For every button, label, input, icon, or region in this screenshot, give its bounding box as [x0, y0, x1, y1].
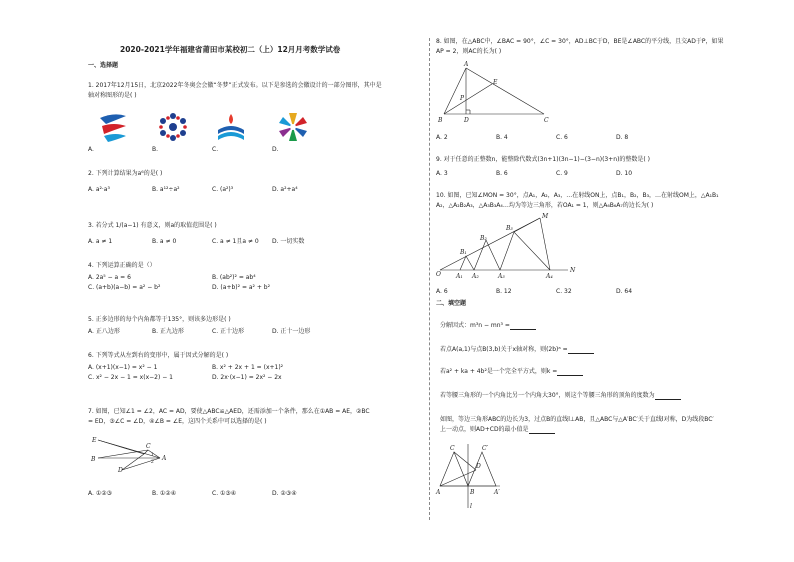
q1-option-a[interactable]: A. — [88, 146, 94, 153]
q8-label-p: P — [460, 95, 465, 102]
q10-stem-line1: 10. 如图，已知∠MON = 30°，点A₁，A₂，A₃，…在射线ON上，点B₁，B₂，B₃，…在射线OM上，△A₁B₁ — [436, 192, 719, 199]
q5-stem: 5. 正多边形的每个内角都等于135°，则该多边形是( ) — [88, 316, 231, 323]
q4-option-c[interactable]: C. (a+b)(a−b) = a² − b² — [88, 284, 161, 291]
fill1-text: 分解因式：m³n − mn³ = — [440, 322, 510, 329]
q6-option-b[interactable]: B. x² + 2x + 1 = (x+1)² — [212, 364, 284, 371]
q10-option-c[interactable]: C. 32 — [556, 288, 572, 295]
q3-option-c[interactable]: C. a ≠ 1且a ≠ 0 — [212, 238, 259, 245]
fill5-text: 上一动点，则AD+CD的最小值是 — [440, 426, 529, 433]
q8-label-b: B — [438, 117, 443, 124]
q7-option-a[interactable]: A. ①②③ — [88, 490, 112, 497]
q10-label-a1: A₁ — [456, 273, 463, 280]
fill2-row — [440, 346, 594, 354]
q10-option-d[interactable]: D. 64 — [616, 288, 633, 295]
fill1-blank[interactable] — [510, 323, 536, 330]
q10-label-a4: A₄ — [546, 273, 553, 280]
q1-stem-line1: 1. 2017年12月15日，北京2022年冬奥会会徽“冬梦”正式发布。以下是参选的会徽设计的一部分图形，其中是 — [88, 82, 382, 89]
q8-label-a: A — [464, 61, 469, 68]
column-divider — [429, 38, 430, 520]
q7-label-a: A — [162, 455, 167, 462]
fill5-stem-line1: 如图，等边三角形ABC的边长为3，过点B的直线l⊥AB，且△ABC与△A′BC′关于直线l对称，D为线段BC′ — [440, 416, 714, 423]
fill5-label-c-prime: C′ — [482, 445, 488, 452]
q5-option-d[interactable]: D. 正十一边形 — [272, 328, 311, 335]
q4-option-d[interactable]: D. (a+b)² = a² + b² — [212, 284, 271, 291]
q6-stem: 6. 下列等式从左到右的变形中，属于因式分解的是( ) — [88, 352, 229, 359]
q10-option-b[interactable]: B. 12 — [496, 288, 512, 295]
q9-option-b[interactable]: B. 6 — [496, 170, 508, 177]
fill2-text: 若点A(a,1)与点B(3,b)关于x轴对称，则(2b)ᵃ = — [440, 346, 568, 353]
fill3-row — [440, 368, 583, 376]
fill5-label-a-prime: A′ — [494, 489, 500, 496]
fill2-blank[interactable] — [568, 347, 594, 354]
q6-option-a[interactable]: A. (x+1)(x−1) = x² − 1 — [88, 364, 158, 371]
q10-stem-line2: A₂，△A₂B₂A₃，△A₃B₃A₄…均为等边三角形，若OA₁ = 1，则△A₆B₆A₇的边长为( ) — [436, 202, 654, 209]
fill3-blank[interactable] — [557, 369, 583, 376]
q8-option-d[interactable]: D. 8 — [616, 134, 629, 141]
fill4-row — [440, 392, 681, 400]
q10-figure — [436, 214, 576, 282]
fill5-label-b: B — [470, 489, 475, 496]
logo-d-petals — [276, 110, 310, 144]
q2-option-d[interactable]: D. a²+a⁴ — [272, 186, 298, 193]
fill4-text: 若等腰三角形的一个内角比另一个内角大30°，则这个等腰三角形的顶角的度数为 — [440, 392, 655, 399]
q8-stem-line2: AP = 2，则AC的长为( ) — [436, 48, 502, 55]
q5-option-a[interactable]: A. 正八边形 — [88, 328, 120, 335]
q8-label-e: E — [493, 79, 498, 86]
fill5-label-a: A — [436, 489, 441, 496]
q9-option-a[interactable]: A. 3 — [436, 170, 448, 177]
q2-option-c[interactable]: C. (a²)³ — [212, 186, 234, 193]
q7-option-c[interactable]: C. ①③④ — [212, 490, 237, 497]
fill5-label-l: l — [470, 503, 472, 510]
logo-a-ribbon — [96, 110, 130, 144]
q8-option-a[interactable]: A. 2 — [436, 134, 448, 141]
q10-option-a[interactable]: A. 6 — [436, 288, 448, 295]
section-heading-fill: 二、填空题 — [436, 300, 467, 307]
q7-label-angle1: 1 — [151, 453, 154, 458]
q7-stem-line2: = ED，③∠C = ∠D，④∠B = ∠E，这四个关系中可以选择的是( ) — [88, 418, 267, 425]
q7-figure — [88, 436, 178, 472]
q10-label-m: M — [542, 213, 549, 220]
q5-option-b[interactable]: B. 正九边形 — [152, 328, 184, 335]
q8-option-c[interactable]: C. 6 — [556, 134, 568, 141]
q8-option-b[interactable]: B. 4 — [496, 134, 508, 141]
q7-label-b: B — [91, 456, 96, 463]
q3-option-d[interactable]: D. 一切实数 — [272, 238, 305, 245]
q10-label-n: N — [570, 267, 576, 274]
fill5-label-c: C — [450, 445, 455, 452]
q7-option-b[interactable]: B. ①②④ — [152, 490, 177, 497]
q4-option-a[interactable]: A. 2a⁵ − a = 6 — [88, 274, 131, 281]
q10-label-b2: B₂ — [480, 235, 487, 242]
q9-option-d[interactable]: D. 10 — [616, 170, 633, 177]
q8-figure — [436, 62, 556, 124]
fill5-blank[interactable] — [529, 427, 555, 434]
q8-label-c: C — [544, 117, 549, 124]
q2-option-a[interactable]: A. a²·a³ — [88, 186, 110, 193]
q5-option-c[interactable]: C. 正十边形 — [212, 328, 245, 335]
q1-stem-line2: 轴对称图形的是( ) — [88, 92, 137, 99]
page-title: 2020-2021学年福建省莆田市某校初二（上）12月月考数学试卷 — [120, 45, 341, 54]
q6-option-d[interactable]: D. 2x·(x−1) = 2x² − 2x — [212, 374, 282, 381]
q2-stem: 2. 下列计算结果为a⁶的是( ) — [88, 170, 163, 177]
q7-label-angle2: 2 — [151, 460, 154, 465]
q3-option-b[interactable]: B. a ≠ 0 — [152, 238, 177, 245]
q7-label-e: E — [92, 437, 97, 444]
logo-c-flame — [214, 110, 248, 144]
q4-option-b[interactable]: B. (ab²)² = ab⁴ — [212, 274, 256, 281]
q3-option-a[interactable]: A. a ≠ 1 — [88, 238, 113, 245]
q10-label-b3: B₃ — [506, 225, 513, 232]
logo-b-snowflake — [156, 110, 190, 144]
q10-label-a3: A₃ — [498, 273, 505, 280]
fill5-figure — [436, 442, 516, 510]
q1-option-c[interactable]: C. — [212, 146, 219, 153]
q10-label-o: O — [436, 271, 441, 278]
q1-option-b[interactable]: B. — [152, 146, 159, 153]
q10-label-b1: B₁ — [460, 249, 467, 256]
q1-option-d[interactable]: D. — [272, 146, 279, 153]
q9-stem: 9. 对于任意的正整数n，能整除代数式(3n+1)(3n−1)−(3−n)(3+n)的整数是( ) — [436, 156, 651, 163]
q7-label-d: D — [118, 467, 123, 474]
q7-option-d[interactable]: D. ②③④ — [272, 490, 297, 497]
q8-stem-line1: 8. 如图，在△ABC中，∠BAC = 90°，∠C = 30°，AD⊥BC于D，BE是∠ABC的平分线，且交AD于P，如果 — [436, 38, 724, 45]
q7-stem-line1: 7. 如图，已知∠1 = ∠2，AC = AD，要使△ABC≌△AED，还需添加一个条件，那么在①AB = AE，②BC — [88, 408, 370, 415]
q7-label-c: C — [146, 443, 151, 450]
q6-option-c[interactable]: C. x² − 2x − 1 = x(x−2) − 1 — [88, 374, 173, 381]
section-heading-choice: 一、选择题 — [88, 62, 119, 69]
q8-label-d: D — [464, 117, 469, 124]
fill3-text: 若a² + ka + 4b²是一个完全平方式，则k = — [440, 368, 558, 375]
q9-option-c[interactable]: C. 9 — [556, 170, 568, 177]
q3-stem: 3. 若分式 1/(a−1) 有意义，则a的取值范围是( ) — [88, 222, 217, 229]
q10-label-a2: A₂ — [472, 273, 479, 280]
fill5-row — [440, 426, 555, 434]
q2-option-b[interactable]: B. a¹²÷a² — [152, 186, 180, 193]
q4-stem: 4. 下列运算正确的是（） — [88, 262, 156, 269]
fill4-blank[interactable] — [655, 393, 681, 400]
fill5-label-d: D — [476, 463, 481, 470]
fill1-row — [440, 322, 536, 330]
